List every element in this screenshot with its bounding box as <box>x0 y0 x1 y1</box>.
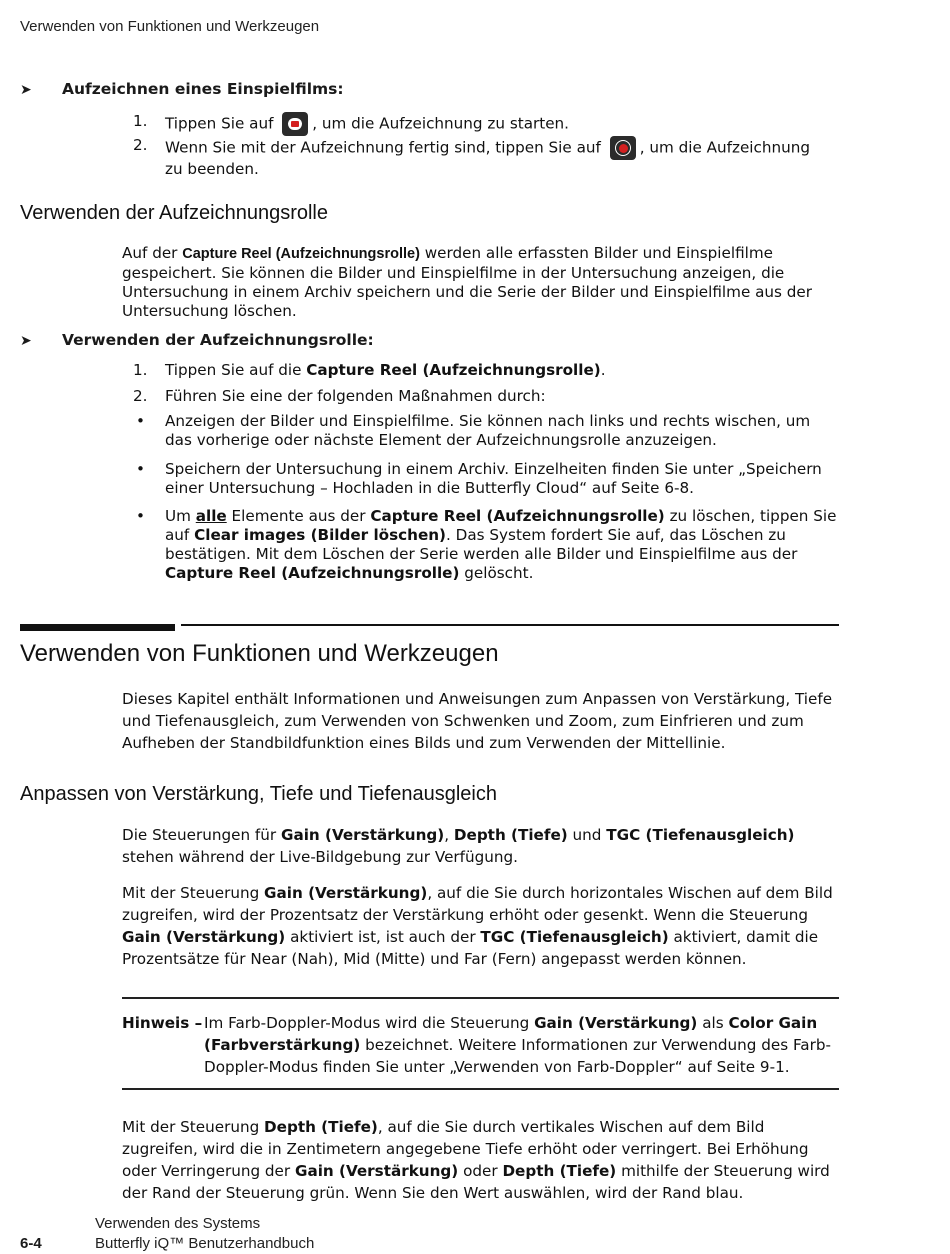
chapter-rule-thin <box>181 624 839 626</box>
step-number: 1. <box>133 112 148 130</box>
capture-reel-intro: Auf der Capture Reel (Aufzeichnungsrolle) werden alle erfassten Bilder und Einspielfilme gespeichert. Sie können die Bilder und Einspielfilme in der Untersuchung anzeigen, die Untersuchung in einem Archiv speichern und die Serie der Bilder und Einspielfilme aus der Untersuchung löschen. <box>122 244 813 320</box>
reel-bullet-2 <box>133 460 840 500</box>
step-text: , um die Aufzeichnung <box>639 138 811 157</box>
step-text: zu beenden. <box>165 160 259 178</box>
stop-recording-icon <box>610 136 636 160</box>
procedure-heading-record <box>20 80 344 98</box>
chapter-rule-thick <box>20 624 175 631</box>
bullet-text: Speichern der Untersuchung in einem Archiv. Einzelheiten finden Sie unter „Speichern einer Untersuchung – Hochladen in die Butterfly Cloud“ auf Seite 6-8. <box>165 460 822 497</box>
reel-bullet-3 <box>133 507 840 585</box>
ui-term: Capture Reel (Aufzeichnungsrolle) <box>306 361 601 379</box>
chapter-title: Verwenden von Funktionen und Werkzeugen <box>20 640 499 667</box>
step-number: 2. <box>133 387 148 405</box>
note-label: Hinweis – <box>122 1014 203 1032</box>
note-rule-bottom <box>122 1088 839 1090</box>
section-heading-gain: Anpassen von Verstärkung, Tiefe und Tiefenausgleich <box>20 783 497 805</box>
page-number: 6-4 <box>20 1235 42 1252</box>
note-rule-top <box>122 997 839 999</box>
record-video-icon <box>282 112 308 136</box>
chapter-intro: Dieses Kapitel enthält Informationen und Anweisungen zum Anpassen von Verstärkung, Tiefe und Tiefenausgleich, zum Verwenden von Schwenken und Zoom, zum Einfrieren und zum Aufheben der Standbildfunktion eines Bilds und zum Verwenden der Mittellinie. <box>122 690 833 752</box>
step-text: , um die Aufzeichnung zu starten. <box>312 114 569 133</box>
bullet-text: Um alle Elemente aus der Capture Reel (Aufzeichnungsrolle) zu löschen, tippen Sie auf Clear images (Bilder löschen). Das System fordert Sie auf, das Löschen zu bestätigen. Mit dem Löschen der Serie werden alle Bilder und Einspielfilme aus der Capture Reel (Aufzeichnungsrolle) gelöscht. <box>165 507 837 582</box>
step-text: Führen Sie eine der folgenden Maßnahmen durch: <box>165 387 546 405</box>
section-heading-capture-reel: Verwenden der Aufzeichnungsrolle <box>20 202 328 224</box>
ui-term: Capture Reel (Aufzeichnungsrolle) <box>182 246 420 262</box>
arrow-right-icon: ➤ <box>20 82 32 98</box>
bullet: • <box>136 412 145 430</box>
gain-paragraph-1: Die Steuerungen für Gain (Verstärkung), Depth (Tiefe) und TGC (Tiefenausgleich) stehen während der Live-Bildgebung zur Verfügung. <box>122 826 795 866</box>
procedure-heading-reel <box>20 331 374 349</box>
bullet: • <box>136 460 145 478</box>
footer-book-title: Butterfly iQ™ Benutzerhandbuch <box>95 1235 315 1252</box>
depth-paragraph: Mit der Steuerung Depth (Tiefe), auf die Sie durch vertikales Wischen auf dem Bild zugreifen, wird die in Zentimetern angegebene Tiefe erhöht oder verringert. Bei Erhöhung oder Verringerung der Gain (Verstärkung) oder Depth (Tiefe) mithilfe der Steuerung wird der Rand der Steuerung grün. Wenn Sie den Wert auswählen, wird der Rand blau. <box>122 1118 830 1202</box>
procedure-heading-text: Aufzeichnen eines Einspielfilms: <box>62 80 344 98</box>
arrow-right-icon: ➤ <box>20 333 32 349</box>
record-step-2 <box>133 136 840 176</box>
step-text: Tippen Sie auf <box>165 114 274 133</box>
bullet-text: Anzeigen der Bilder und Einspielfilme. Sie können nach links und rechts wischen, um das vorherige oder nächste Element der Aufzeichnungsrolle anzuzeigen. <box>165 412 811 449</box>
running-head: Verwenden von Funktionen und Werkzeugen <box>20 18 320 35</box>
step-text: Wenn Sie mit der Aufzeichnung fertig sind, tippen Sie auf <box>165 138 601 157</box>
gain-paragraph-2: Mit der Steuerung Gain (Verstärkung), auf die Sie durch horizontales Wischen auf dem Bild zugreifen, wird der Prozentsatz der Verstärkung erhöht oder gesenkt. Wenn die Steuerung Gain (Verstärkung) aktiviert ist, ist auch der TGC (Tiefenausgleich) aktiviert, damit die Prozentsätze für Near (Nah), Mid (Mitte) und Far (Fern) angepasst werden können. <box>122 884 833 968</box>
reel-step-2 <box>133 387 840 407</box>
procedure-heading-text: Verwenden der Aufzeichnungsrolle: <box>62 331 374 349</box>
note-text: Im Farb-Doppler-Modus wird die Steuerung Gain (Verstärkung) als Color Gain (Farbverstärkung) bezeichnet. Weitere Informationen zur Verwendung des Farb-Doppler-Modus finden Sie unter „Verwenden von Farb-Doppler“ auf Seite 9-1. <box>204 1014 831 1076</box>
step-number: 1. <box>133 361 148 379</box>
record-step-1 <box>133 112 840 134</box>
bullet: • <box>136 507 145 525</box>
footer-section: Verwenden des Systems <box>95 1215 261 1232</box>
step-number: 2. <box>133 136 148 154</box>
reel-step-1: 1. Tippen Sie auf die Capture Reel (Aufzeichnungsrolle). <box>133 361 606 379</box>
reel-bullet-1 <box>133 412 840 452</box>
